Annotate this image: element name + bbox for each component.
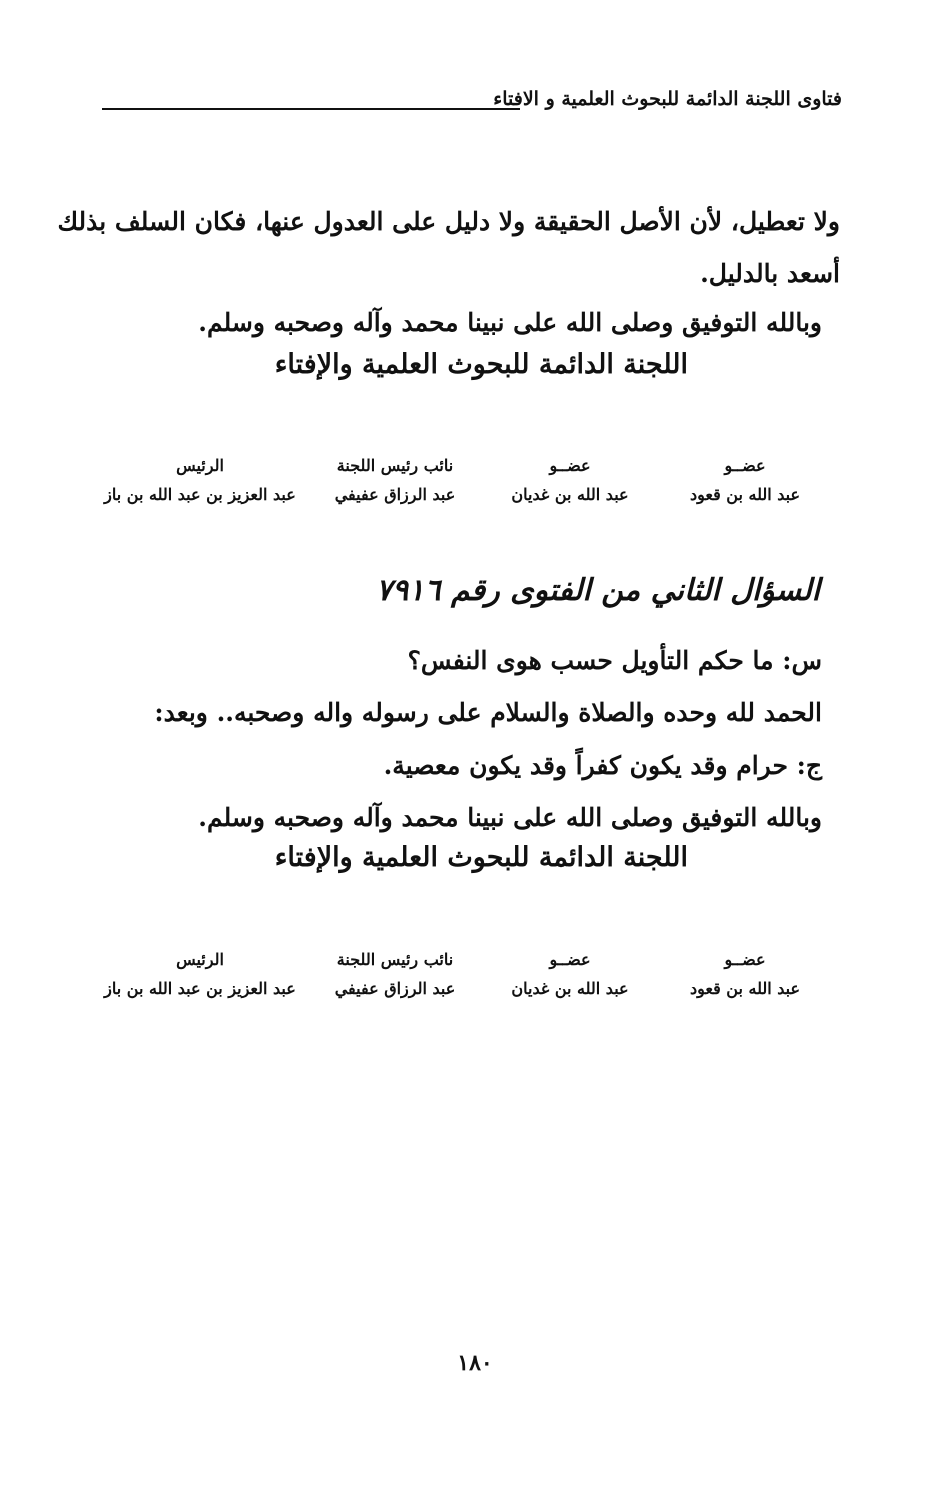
opening-praise: الحمد لله وحده والصلاة والسلام على رسوله واله وصحبه.. وبعد: bbox=[154, 698, 822, 727]
paragraph-line: ولا تعطيل، لأن الأصل الحقيقة ولا دليل على العدول عنها، فكان السلف بذلك bbox=[57, 207, 840, 236]
signatory bbox=[490, 950, 650, 998]
signatory-name: عبد العزيز بن عبد الله بن باز bbox=[104, 485, 296, 504]
signatory-title: عضــو bbox=[724, 950, 766, 969]
signatory-title: الرئيس bbox=[176, 456, 224, 475]
signature-block bbox=[80, 456, 850, 526]
signatory-title: عضــو bbox=[724, 456, 766, 475]
signatory-title: نائب رئيس اللجنة bbox=[336, 456, 454, 475]
page-number: ١٨٠ bbox=[457, 1350, 493, 1376]
signatory-name: عبد الله بن غديان bbox=[511, 979, 629, 998]
closing-prayer: وبالله التوفيق وصلى الله على نبينا محمد وآله وصحبه وسلم. bbox=[198, 308, 822, 337]
signatory-name: عبد العزيز بن عبد الله بن باز bbox=[104, 979, 296, 998]
question-line: س: ما حكم التأويل حسب هوى النفس؟ bbox=[407, 646, 822, 675]
signatory-name: عبد الله بن قعود bbox=[689, 979, 801, 998]
signatory-title: عضــو bbox=[549, 950, 591, 969]
header-rule bbox=[102, 108, 520, 110]
running-header-title: فتاوى اللجنة الدائمة للبحوث العلمية و الافتاء bbox=[493, 88, 842, 110]
signatory-name: عبد الله بن قعود bbox=[689, 485, 801, 504]
paragraph-line: أسعد بالدليل. bbox=[700, 259, 840, 288]
signatory bbox=[95, 456, 305, 504]
signatory-title: نائب رئيس اللجنة bbox=[336, 950, 454, 969]
signatory bbox=[670, 456, 820, 504]
signatory-name: عبد الرزاق عفيفي bbox=[334, 485, 456, 504]
signatory-name: عبد الرزاق عفيفي bbox=[334, 979, 456, 998]
signatory bbox=[320, 950, 470, 998]
answer-line: ج: حرام وقد يكون كفراً وقد يكون معصية. bbox=[383, 751, 822, 780]
fatwa-section-title: السؤال الثاني من الفتوى رقم ٧٩١٦ bbox=[376, 573, 820, 608]
signatory-title: الرئيس bbox=[176, 950, 224, 969]
closing-prayer: وبالله التوفيق وصلى الله على نبينا محمد وآله وصحبه وسلم. bbox=[198, 803, 822, 832]
signatory bbox=[320, 456, 470, 504]
signatory-name: عبد الله بن غديان bbox=[511, 485, 629, 504]
committee-name: اللجنة الدائمة للبحوث العلمية والإفتاء bbox=[274, 842, 688, 873]
signature-block bbox=[80, 950, 850, 1020]
signatory-title: عضــو bbox=[549, 456, 591, 475]
signatory bbox=[670, 950, 820, 998]
committee-name: اللجنة الدائمة للبحوث العلمية والإفتاء bbox=[274, 349, 688, 380]
signatory bbox=[490, 456, 650, 504]
signatory bbox=[95, 950, 305, 998]
